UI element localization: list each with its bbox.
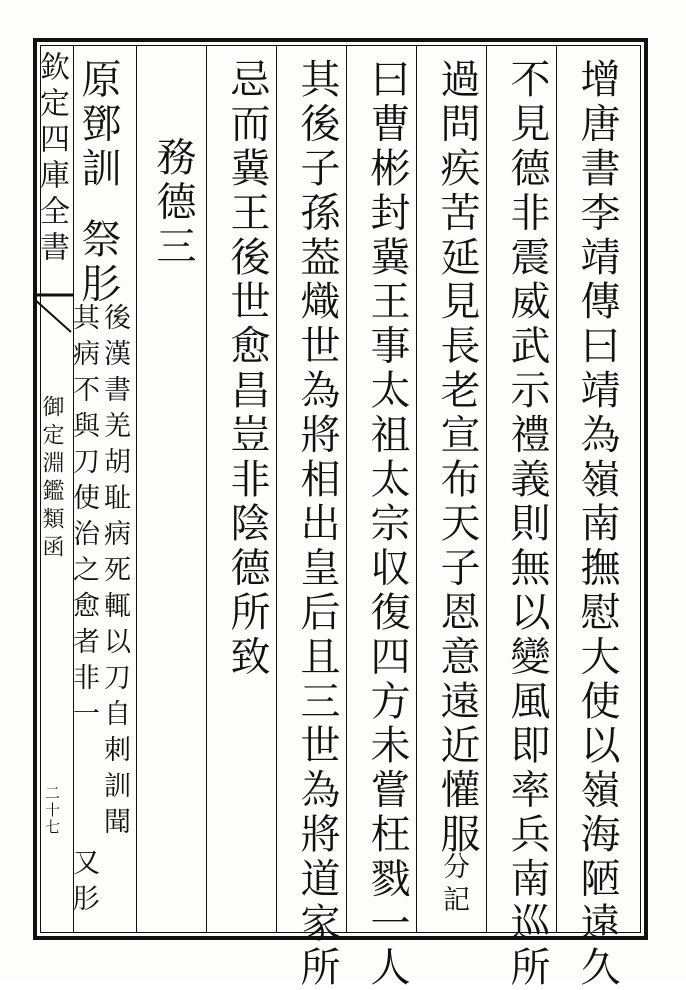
book-title: 御定淵鑑類函 (39, 395, 64, 563)
text-column: 不見德非震威武示禮義則無以變風即率兵南巡所 (504, 58, 550, 990)
text-column: 過問疾苦延見長老宣布天子恩意遠近懽服 (434, 58, 480, 858)
column-rule (276, 45, 277, 933)
annotation-note: 分記 (438, 852, 469, 918)
double-line-note-left: 其病不與刀使治之愈者非一 (68, 303, 99, 735)
double-line-note-tail: 又肜 (68, 848, 99, 920)
column-rule (556, 45, 557, 933)
column-rule (416, 45, 417, 933)
inner-border (40, 45, 641, 933)
fishtail-mark (33, 290, 73, 350)
double-line-note-right: 後漢書羌胡耻病死輒以刀自刺訓聞 (99, 303, 130, 843)
entry-heading: 原鄧訓 (75, 58, 121, 192)
column-rule (136, 45, 137, 933)
entry-sub-heading: 祭肜 (75, 218, 121, 307)
column-rule (346, 45, 347, 933)
text-column: 其後子孫葢熾世為將相出皇后且三世為將道家所 (294, 58, 340, 990)
collection-title: 欽定四庫全書 (34, 51, 69, 267)
column-rule (486, 45, 487, 933)
text-column: 增唐書李靖傳曰靖為嶺南撫慰大使以嶺海陋遠久 (574, 58, 620, 990)
section-heading: 務德三 (150, 136, 196, 270)
text-column: 忌而冀王後世愈昌豈非陰德所致 (224, 58, 270, 680)
page-margin-strip (33, 45, 73, 933)
column-rule (206, 45, 207, 933)
text-column: 曰曹彬封冀王事太祖太宗収復四方未嘗枉戮一人 (364, 58, 410, 990)
page-number: 二十七 (43, 785, 61, 836)
